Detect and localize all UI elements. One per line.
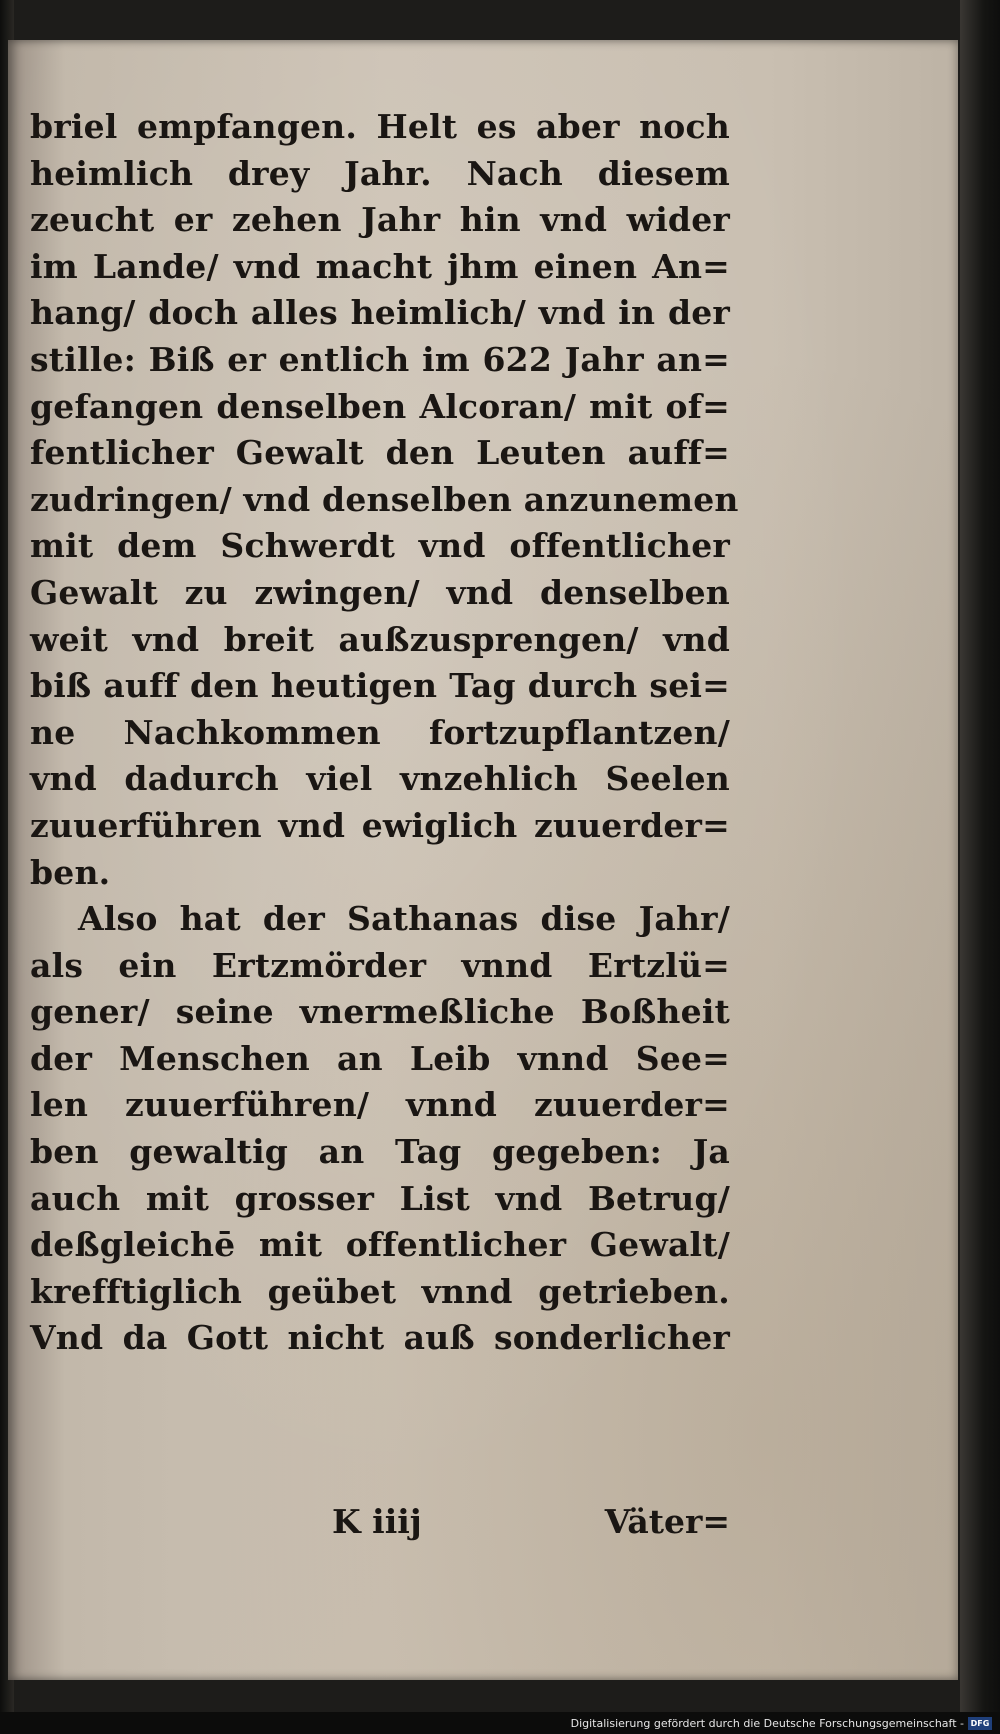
catchword: Väter= xyxy=(604,1502,730,1541)
text-line: Vnd da Gott nicht auß sonderlicher xyxy=(30,1318,730,1358)
text-line: auch mit grosser List vnd Betrug/ xyxy=(30,1178,730,1218)
text-line: deßgleichē mit offentlicher Gewalt/ xyxy=(30,1225,730,1265)
page-catchline xyxy=(30,1502,730,1552)
text-line: im Lande/ vnd macht jhm einen An= xyxy=(30,246,730,286)
text-line: mit dem Schwerdt vnd offentlicher xyxy=(30,526,730,566)
body-text xyxy=(30,104,739,1362)
text-line: biß auff den heutigen Tag durch sei= xyxy=(30,666,730,706)
signature-mark: K iiij xyxy=(332,1502,422,1541)
text-line: heimlich drey Jahr. Nach diesem xyxy=(30,153,730,193)
text-line: vnd dadurch viel vnzehlich Seelen xyxy=(30,759,730,799)
text-line: Gewalt zu zwingen/ vnd denselben xyxy=(30,572,730,612)
text-line: zeucht er zehen Jahr hin vnd wider xyxy=(30,200,730,240)
text-line: zudringen/ vnd denselben anzunemen xyxy=(30,479,739,519)
text-line: der Menschen an Leib vnnd See= xyxy=(30,1038,730,1078)
text-line: stille: Biß er entlich im 622 Jahr an= xyxy=(30,339,730,379)
text-line: krefftiglich geübet vnnd getrieben. xyxy=(30,1271,730,1311)
dfg-logo: DFG xyxy=(968,1717,992,1730)
text-line: len zuuerführen/ vnnd zuuerder= xyxy=(30,1085,730,1125)
paragraph-first-line: Also hat der Sathanas dise Jahr/ xyxy=(78,899,730,939)
text-line: hang/ doch alles heimlich/ vnd in der xyxy=(30,293,730,333)
text-line: briel empfangen. Helt es aber noch xyxy=(30,107,730,146)
text-line: als ein Ertzmörder vnnd Ertzlü= xyxy=(30,945,730,985)
text-line: fentlicher Gewalt den Leuten auff= xyxy=(30,433,730,473)
digitization-footer xyxy=(0,1712,1000,1734)
text-line: gefangen denselben Alcoran/ mit of= xyxy=(30,386,730,426)
funding-credit: Digitalisierung gefördert durch die Deutsche Forschungsgemeinschaft - xyxy=(570,1717,964,1730)
text-line: weit vnd breit außzusprengen/ vnd xyxy=(30,619,730,659)
text-line: gener/ seine vnermeßliche Boßheit xyxy=(30,992,730,1032)
text-line: zuuerführen vnd ewiglich zuuerder= xyxy=(30,805,730,845)
text-line: ne Nachkommen fortzupflantzen/ xyxy=(30,712,730,752)
text-line: ben. xyxy=(30,852,111,892)
text-line: ben gewaltig an Tag gegeben: Ja xyxy=(30,1132,730,1172)
book-fore-edge xyxy=(960,0,1000,1734)
paper-page xyxy=(8,40,958,1680)
